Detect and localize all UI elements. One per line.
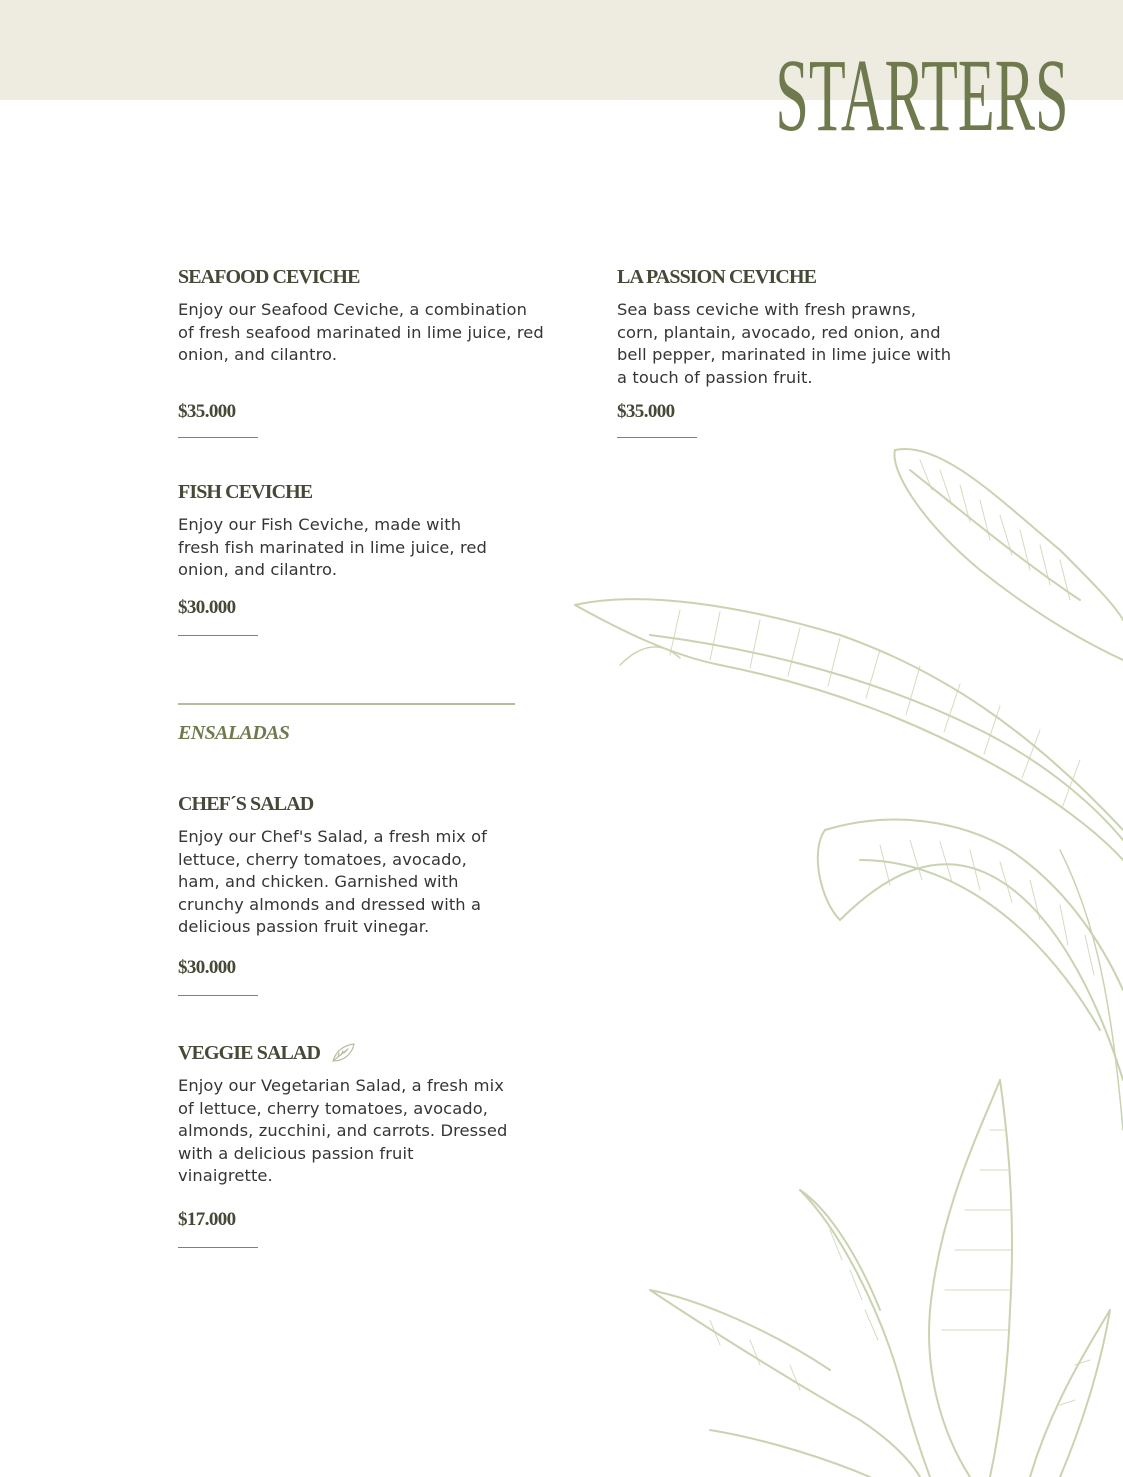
leaf-icon [330,1042,356,1064]
section-title-ensaladas: ENSALADAS [178,722,290,744]
item-price: $30.000 [178,597,236,618]
menu-item-fish-ceviche [178,480,488,640]
foliage-illustration [560,430,1123,1477]
item-name: VEGGIE SALAD [178,1042,321,1064]
item-divider [617,437,697,438]
item-description: Enjoy our Fish Ceviche, made with fresh fish marinated in lime juice, red onion, and cilantro. [178,515,487,580]
menu-item-chefs-salad [178,792,508,1002]
item-divider [178,635,258,636]
item-name-row [178,1041,508,1065]
item-price: $35.000 [178,401,236,422]
item-price: $17.000 [178,1209,236,1230]
menu-item-seafood-ceviche [178,265,548,440]
item-price: $35.000 [617,401,675,422]
item-description: Enjoy our Vegetarian Salad, a fresh mix of lettuce, cherry tomatoes, avocado, almonds, zucchini, and carrots. Dressed with a delicious passion fruit vinaigrette. [178,1076,508,1186]
item-divider [178,995,258,996]
menu-item-la-passion-ceviche [617,265,957,440]
item-description: Enjoy our Seafood Ceviche, a combination of fresh seafood marinated in lime juice, red onion, and cilantro. [178,300,544,365]
section-divider [178,703,515,705]
item-name: LA PASSION CEVICHE [617,266,817,288]
item-description: Enjoy our Chef's Salad, a fresh mix of lettuce, cherry tomatoes, avocado, ham, and chicken. Garnished with crunchy almonds and dressed with a delicious passion fruit vinegar. [178,827,488,937]
item-name: SEAFOOD CEVICHE [178,266,360,288]
item-divider [178,1247,258,1248]
item-price: $30.000 [178,957,236,978]
item-divider [178,437,258,438]
item-name: FISH CEVICHE [178,481,313,503]
item-name: CHEF´S SALAD [178,793,314,815]
page-title: STARTERS [775,38,1069,153]
item-description: Sea bass ceviche with fresh prawns, corn, plantain, avocado, red onion, and bell pepper, marinated in lime juice with a touch of passion fruit. [617,300,952,387]
menu-item-veggie-salad [178,1041,508,1253]
